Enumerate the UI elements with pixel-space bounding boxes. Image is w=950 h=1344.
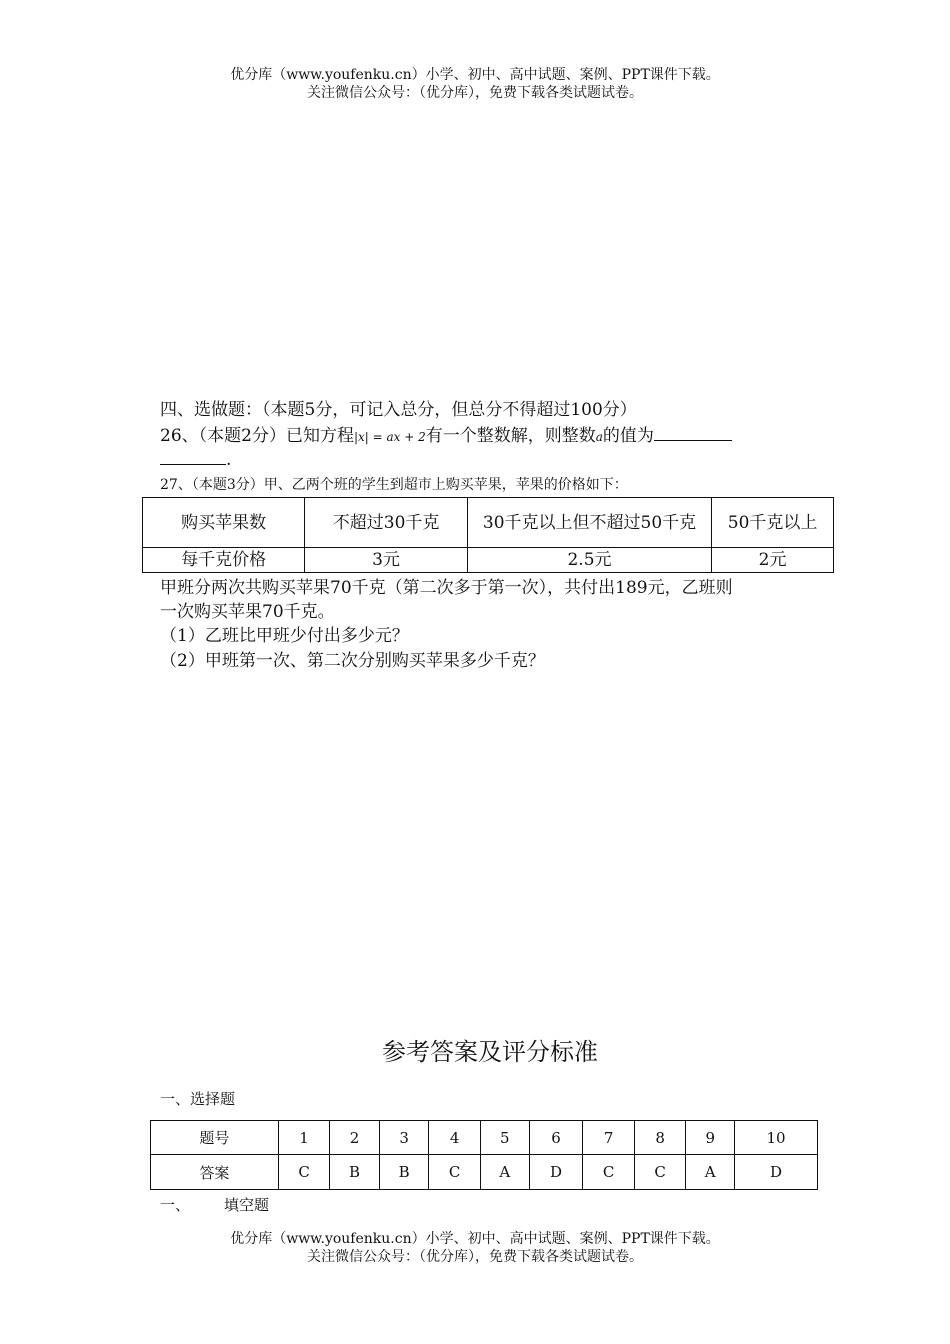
answers-section-1-label: 一、选择题 bbox=[160, 1090, 236, 1108]
q27-subquestion-1: （1）乙班比甲班少付出多少元？ bbox=[160, 626, 409, 646]
answer-value-cell: B bbox=[330, 1155, 380, 1190]
answers-title: 参考答案及评分标准 bbox=[382, 1038, 598, 1066]
answer-header-cell: 题号 bbox=[151, 1121, 279, 1155]
answer-value-cell: C bbox=[634, 1155, 685, 1190]
answer-number-cell: 10 bbox=[735, 1121, 818, 1155]
footer-line-1: 优分库（www.youfenku.cn）小学、初中、高中试题、案例、PPT课件下载。 bbox=[230, 1231, 720, 1247]
price-table-value-row bbox=[143, 548, 834, 573]
answer-table bbox=[150, 1120, 818, 1190]
footer-line-2: 关注微信公众号：（优分库），免费下载各类试题试卷。 bbox=[307, 1249, 643, 1265]
answer-value-cell: C bbox=[583, 1155, 634, 1190]
section-4-title: 四、选做题：（本题5分，可记入总分，但总分不得超过100分） bbox=[160, 400, 637, 420]
answer-value-cell: D bbox=[735, 1155, 818, 1190]
answer-number-cell: 7 bbox=[583, 1121, 634, 1155]
q26-answer-blank[interactable] bbox=[654, 422, 732, 441]
price-header-cell: 不超过30千克 bbox=[305, 498, 467, 548]
price-header-cell: 30千克以上但不超过50千克 bbox=[467, 498, 711, 548]
answer-number-cell: 2 bbox=[330, 1121, 380, 1155]
answer-number-cell: 8 bbox=[634, 1121, 685, 1155]
q27-text-line-1: 甲班分两次共购买苹果70千克（第二次多于第一次），共付出189元，乙班则 bbox=[160, 578, 733, 598]
answer-value-cell: D bbox=[529, 1155, 583, 1190]
q26-variable: a bbox=[595, 430, 603, 444]
header-line-1: 优分库（www.youfenku.cn）小学、初中、高中试题、案例、PPT课件下载。 bbox=[230, 67, 720, 83]
q27-subquestion-2: （2）甲班第一次、第二次分别购买苹果多少千克？ bbox=[160, 651, 545, 671]
answer-number-cell: 5 bbox=[480, 1121, 529, 1155]
q27-text-line-2: 一次购买苹果70千克。 bbox=[160, 602, 335, 622]
header-line-2: 关注微信公众号：（优分库），免费下载各类试题试卷。 bbox=[307, 85, 643, 101]
q26-mid: 有一个整数解，则整数 bbox=[425, 426, 596, 446]
price-header-cell: 50千克以上 bbox=[712, 498, 834, 548]
answer-value-cell: C bbox=[278, 1155, 329, 1190]
price-header-cell: 购买苹果数 bbox=[143, 498, 305, 548]
section-2-number: 一、 bbox=[160, 1196, 191, 1214]
price-table-header-row bbox=[143, 498, 834, 548]
page-footer bbox=[0, 1230, 950, 1266]
answer-number-cell: 6 bbox=[529, 1121, 583, 1155]
answer-number-cell: 4 bbox=[429, 1121, 480, 1155]
answer-number-cell: 3 bbox=[379, 1121, 429, 1155]
q26-equation: |x| = ax + 2 bbox=[353, 430, 426, 444]
answer-number-cell: 1 bbox=[278, 1121, 329, 1155]
answer-table-row-answers bbox=[151, 1155, 818, 1190]
price-table bbox=[142, 497, 834, 573]
answers-section-2-label bbox=[160, 1194, 269, 1215]
answer-value-cell: A bbox=[686, 1155, 735, 1190]
price-value-cell: 2元 bbox=[712, 548, 834, 573]
q26-answer-blank-2[interactable] bbox=[160, 446, 226, 465]
answer-value-cell: B bbox=[379, 1155, 429, 1190]
price-value-cell: 3元 bbox=[305, 548, 467, 573]
question-26 bbox=[160, 422, 732, 449]
q26-end: . bbox=[226, 450, 232, 470]
price-value-cell: 2.5元 bbox=[467, 548, 711, 573]
answer-value-cell: A bbox=[480, 1155, 529, 1190]
q26-blank-line bbox=[160, 446, 231, 472]
page-header bbox=[0, 66, 950, 102]
question-27-intro: 27、（本题3分）甲、乙两个班的学生到超市上购买苹果，苹果的价格如下： bbox=[160, 477, 628, 493]
answer-header-cell: 答案 bbox=[151, 1155, 279, 1190]
answer-table-row-numbers bbox=[151, 1121, 818, 1155]
answer-value-cell: C bbox=[429, 1155, 480, 1190]
q26-prefix: 26、（本题2分）已知方程 bbox=[160, 426, 354, 446]
answer-number-cell: 9 bbox=[686, 1121, 735, 1155]
q26-suffix: 的值为 bbox=[602, 426, 654, 446]
price-value-cell: 每千克价格 bbox=[143, 548, 305, 573]
section-2-title: 填空题 bbox=[224, 1196, 270, 1214]
